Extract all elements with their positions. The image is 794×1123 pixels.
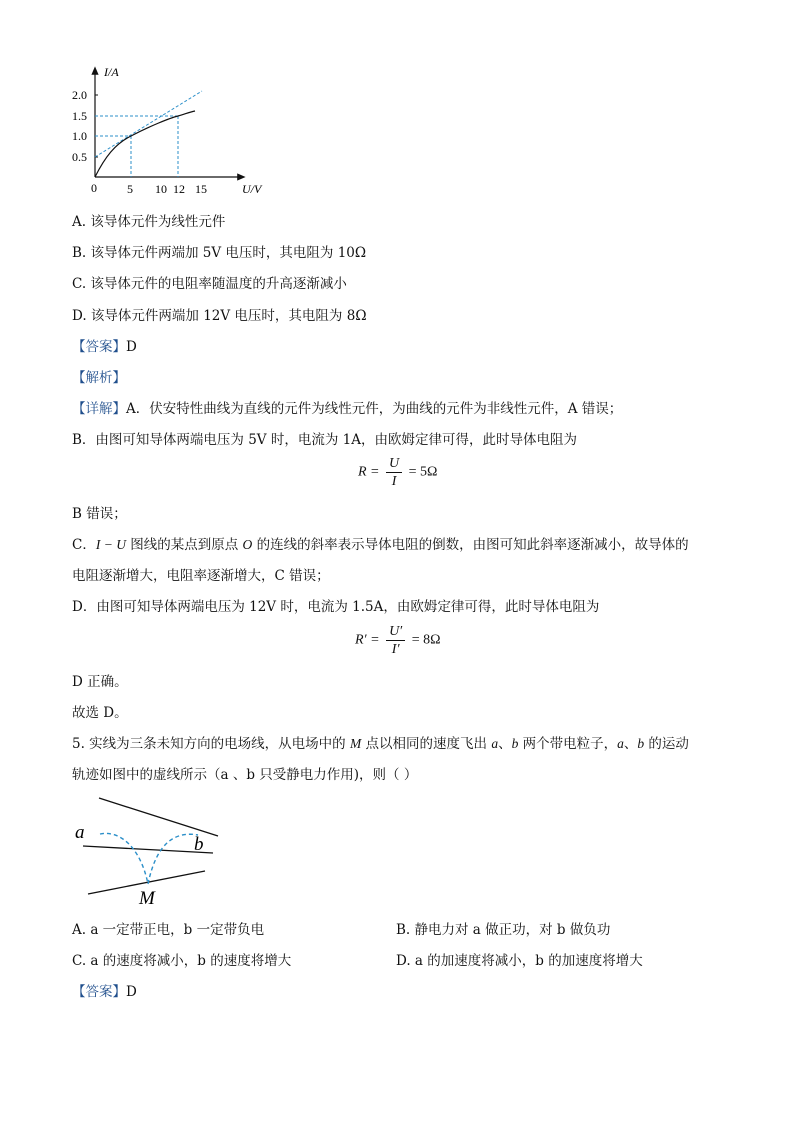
detail-b1: B．由图可知导体两端电压为 5V 时，电流为 1A，由欧姆定律可得，此时导体电阻为 xyxy=(72,432,577,448)
detail-c2: 电阻逐渐增大，电阻率逐渐增大，C 错误； xyxy=(72,568,330,584)
formula-rp-lhs: R′ = xyxy=(355,632,380,648)
x-tick: 15 xyxy=(195,182,207,196)
origin-label: 0 xyxy=(91,181,97,195)
formula-rp-den: I′ xyxy=(391,642,400,657)
detail-a-text: A．伏安特性曲线为直线的元件为线性元件，为曲线的元件为非线性元件，A 错误； xyxy=(126,401,623,417)
field-line-figure xyxy=(70,790,230,910)
y-tick: 1.0 xyxy=(72,129,87,143)
formula-r-fraction xyxy=(386,455,402,490)
q5-option-c: C. a 的速度将减小，b 的速度将增大 xyxy=(72,953,292,969)
x-axis-label: U/V xyxy=(242,182,262,196)
trajectory-b xyxy=(148,834,198,884)
q5-stem-post: 两个带电粒子， xyxy=(518,736,618,752)
label-b: b xyxy=(194,834,204,855)
q5-option-b: B. 静电力对 a 做正功，对 b 做负功 xyxy=(396,922,611,938)
detail-a xyxy=(72,400,622,418)
q4-option-d: D. 该导体元件两端加 12V 电压时，其电阻为 8Ω xyxy=(72,308,367,324)
a-symbol: a xyxy=(491,736,499,751)
b-symbol: b xyxy=(637,736,645,751)
q5-option-d: D. a 的加速度将减小，b 的加速度将增大 xyxy=(396,953,643,969)
answer-value: D xyxy=(126,339,137,355)
y-tick: 0.5 xyxy=(72,150,87,164)
formula-r xyxy=(358,455,437,490)
detail-c1-pre: C． xyxy=(72,537,96,553)
y-tick: 2.0 xyxy=(72,88,87,102)
formula-rp-num: U′ xyxy=(386,623,405,641)
x-tick: 5 xyxy=(127,182,133,196)
q5-sep: 、 xyxy=(498,736,512,752)
q5-sep: 、 xyxy=(623,736,638,752)
answer-tag: 【答案】 xyxy=(72,984,126,1000)
q5-stem-end: 的运动 xyxy=(644,736,689,752)
label-a: a xyxy=(75,822,85,843)
formula-r-rhs: = 5Ω xyxy=(408,464,438,480)
formula-rp-rhs: = 8Ω xyxy=(411,632,441,648)
q4-option-c: C. 该导体元件的电阻率随温度的升高逐渐减小 xyxy=(72,276,347,292)
x-tick: 10 xyxy=(155,182,167,196)
analysis-tag: 【解析】 xyxy=(72,370,126,386)
q4-option-b: B. 该导体元件两端加 5V 电压时，其电阻为 10Ω xyxy=(72,245,367,261)
iu-symbol: I − U xyxy=(95,537,126,552)
detail-c1-post: 的连线的斜率表示导体电阻的倒数，由图可知此斜率逐渐减小，故导体的 xyxy=(252,537,689,553)
formula-rp-fraction xyxy=(386,623,405,658)
formula-r-num: U xyxy=(386,455,402,473)
detail-b2: B 错误； xyxy=(72,506,127,522)
detail-d1: D．由图可知导体两端电压为 12V 时，电流为 1.5A，由欧姆定律可得，此时导体电阻为 xyxy=(72,599,600,615)
formula-r-lhs: R = xyxy=(358,464,380,480)
label-m: M xyxy=(139,888,155,909)
q4-option-a: A. 该导体元件为线性元件 xyxy=(72,214,226,230)
field-line-top xyxy=(99,798,218,836)
x-tick: 12 xyxy=(173,182,185,196)
detail-c1-mid: 图线的某点到原点 xyxy=(125,537,243,553)
answer-value: D xyxy=(126,984,137,1000)
detail-tag: 【详解】 xyxy=(72,401,126,417)
q5-option-a: A. a 一定带正电，b 一定带负电 xyxy=(72,922,265,938)
y-axis-label: I/A xyxy=(104,65,119,79)
m-symbol: M xyxy=(349,736,362,751)
y-tick: 1.5 xyxy=(72,109,87,123)
iu-curve xyxy=(95,111,195,177)
formula-r-den: I xyxy=(391,474,397,489)
b-symbol: b xyxy=(511,736,519,751)
q5-answer xyxy=(72,983,137,1001)
conclusion: 故选 D。 xyxy=(72,705,128,721)
q5-stem-line1 xyxy=(72,735,689,753)
origin-symbol: O xyxy=(242,537,253,552)
iu-graph xyxy=(70,62,280,202)
q5-stem-pre: 5. 实线为三条未知方向的电场线，从电场中的 xyxy=(72,736,350,752)
q5-stem-mid: 点以相同的速度飞出 xyxy=(361,736,492,752)
trajectory-a xyxy=(100,833,148,884)
answer-tag: 【答案】 xyxy=(72,339,126,355)
q4-answer xyxy=(72,338,137,356)
guide-lines xyxy=(95,91,202,177)
formula-r-prime xyxy=(355,623,441,658)
detail-c1 xyxy=(72,536,689,554)
a-symbol: a xyxy=(617,736,624,751)
q5-stem-line2: 轨迹如图中的虚线所示（a 、b 只受静电力作用)，则（ ） xyxy=(72,767,418,783)
detail-d2: D 正确。 xyxy=(72,674,128,690)
